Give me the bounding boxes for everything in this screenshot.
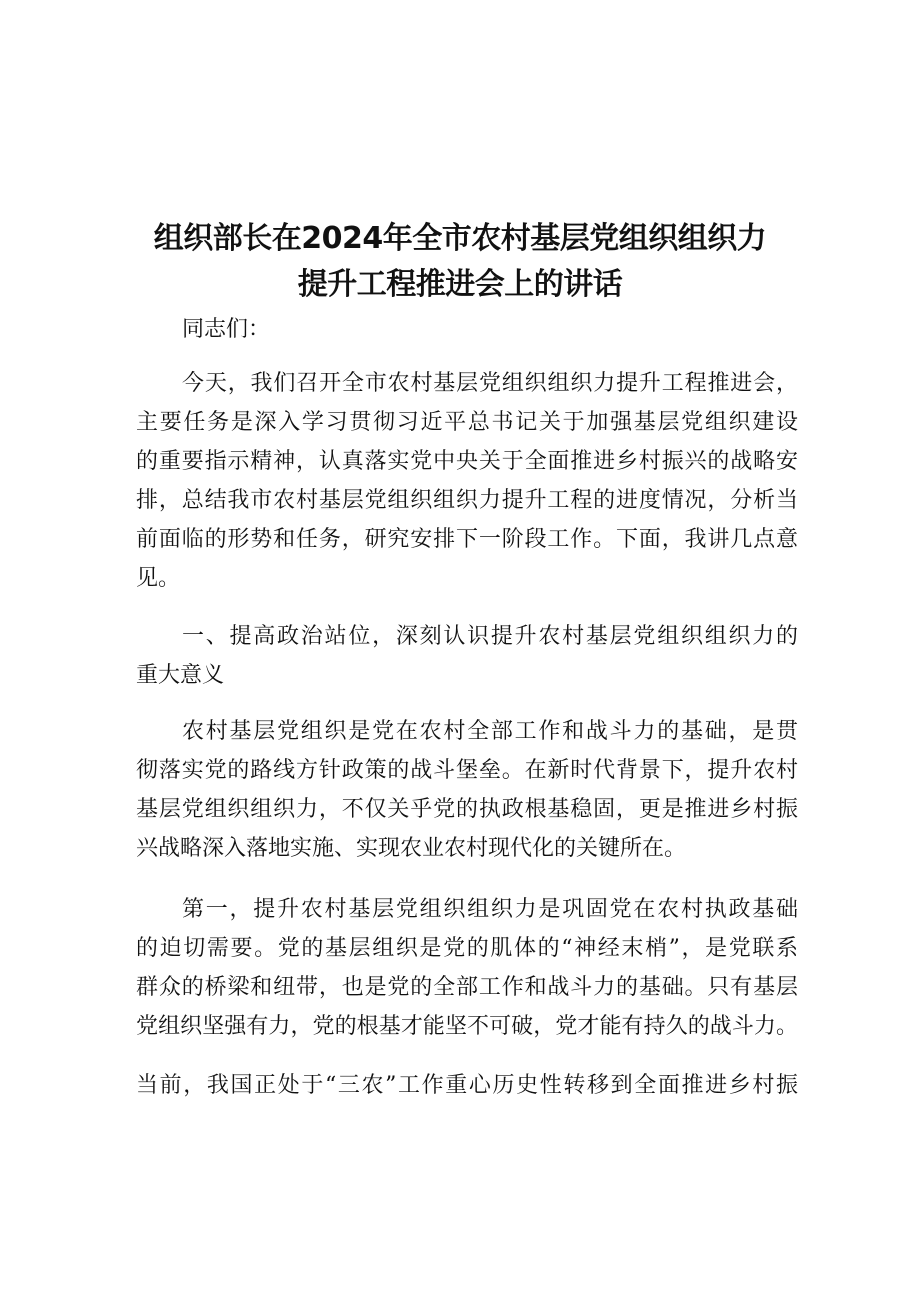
paragraph-4-line-2: 的迫切需要。党的基层组织是党的肌体的“神经末梢”，是党联系 (136, 936, 798, 961)
paragraph-4-line-1: 第一，提升农村基层党组织组织力是巩固党在农村执政基础 (182, 897, 798, 922)
paragraph-1-line-3: 的重要指示精神，认真落实党中央关于全面推进乡村振兴的战略安 (136, 449, 798, 474)
paragraph-1-line-5: 前面临的形势和任务，研究安排下一阶段工作。下面，我讲几点意 (136, 527, 798, 552)
paragraph-1-line-6: 见。 (136, 566, 181, 591)
paragraph-3-line-2: 彻落实党的路线方针政策的战斗堡垒。在新时代背景下，提升农村 (136, 758, 798, 783)
paragraph-1-line-1: 今天，我们召开全市农村基层党组织组织力提升工程推进会， (182, 371, 798, 396)
section-heading-line-2: 重大意义 (136, 663, 225, 688)
document-title-line-2: 提升工程推进会上的讲话 (297, 267, 623, 302)
paragraph-4-line-5: 当前，我国正处于“三农”工作重心历史性转移到全面推进乡村振 (136, 1073, 798, 1098)
paragraph-4-line-4: 党组织坚强有力，党的根基才能坚不可破，党才能有持久的战斗力。 (136, 1014, 798, 1039)
paragraph-1-line-2: 主要任务是深入学习贯彻习近平总书记关于加强基层党组织建设 (136, 410, 798, 435)
document-title-line-1: 组织部长在2024年全市农村基层党组织组织力 (153, 221, 767, 256)
paragraph-4-line-3: 群众的桥梁和纽带，也是党的全部工作和战斗力的基础。只有基层 (136, 975, 798, 1000)
section-heading-line-1: 一、提高政治站位，深刻认识提升农村基层党组织组织力的 (182, 624, 798, 649)
paragraph-3-line-3: 基层党组织组织力，不仅关乎党的执政根基稳固，更是推进乡村振 (136, 797, 798, 822)
paragraph-1-line-4: 排，总结我市农村基层党组织组织力提升工程的进度情况，分析当 (136, 488, 798, 513)
salutation: 同志们： (182, 317, 271, 342)
paragraph-3-line-4: 兴战略深入落地实施、实现农业农村现代化的关键所在。 (136, 836, 687, 861)
paragraph-3-line-1: 农村基层党组织是党在农村全部工作和战斗力的基础，是贯 (182, 719, 798, 744)
